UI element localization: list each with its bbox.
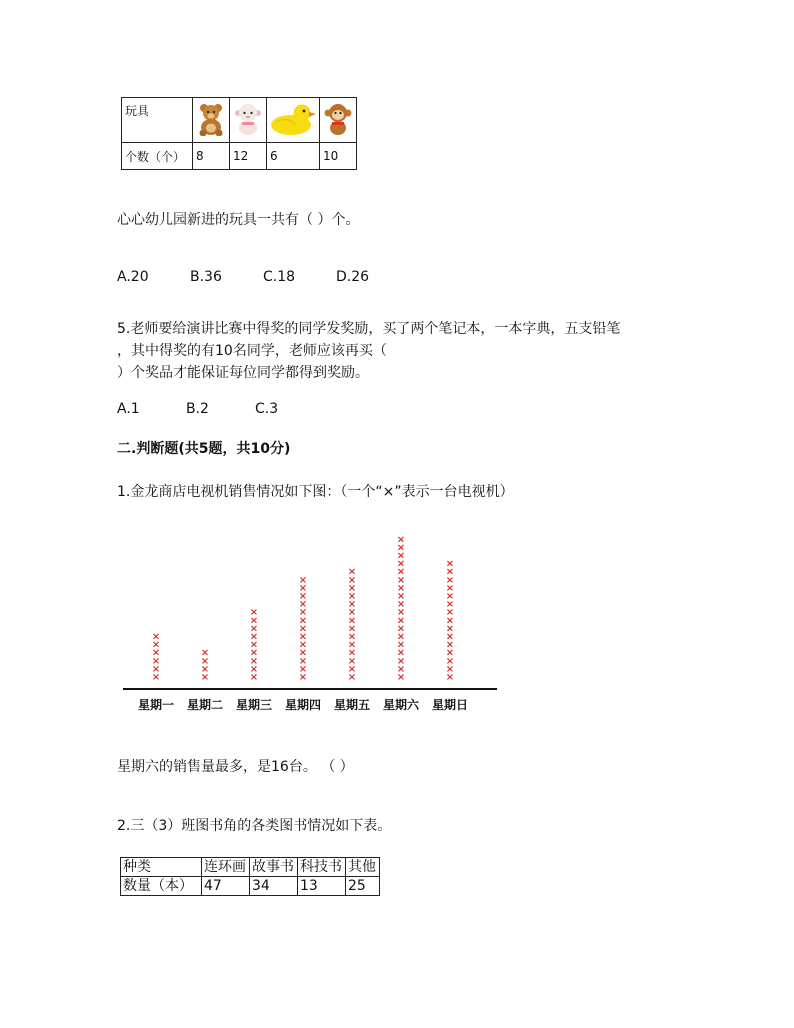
pictograph-mark: × <box>200 655 210 667</box>
j1-question: 1.金龙商店电视机销售情况如下图：（一个“×”表示一台电视机） <box>117 484 514 500</box>
section-title: 二.判断题(共5题，共10分) <box>117 441 291 457</box>
category-label: 星期四 <box>284 698 322 712</box>
pictograph-mark: × <box>445 566 455 578</box>
toy-row-label: 玩具 <box>122 98 193 143</box>
q5-line2: ，其中得奖的有10名同学，老师应该再买（ <box>117 343 387 359</box>
pictograph-mark: × <box>151 631 161 643</box>
option-c[interactable]: C.18 <box>263 269 296 285</box>
pictograph-mark: × <box>445 558 455 570</box>
category-label: 星期二 <box>186 698 224 712</box>
pictograph-mark: × <box>249 672 259 683</box>
table-row <box>121 858 380 877</box>
pictograph-mark: × <box>298 623 308 635</box>
book-table <box>120 857 380 896</box>
pictograph-mark: × <box>249 647 259 659</box>
pictograph-mark: × <box>347 566 357 578</box>
q5-line3: ）个奖品才能保证每位同学都得到奖励。 <box>117 365 369 381</box>
pictograph-mark: × <box>445 663 455 675</box>
pictograph-mark: × <box>347 599 357 611</box>
pictograph-mark: × <box>396 550 406 562</box>
pictograph-mark: × <box>347 663 357 675</box>
pictograph-mark: × <box>396 631 406 643</box>
pictograph-mark: × <box>396 672 406 683</box>
pictograph-mark: × <box>298 663 308 675</box>
pictograph-mark: × <box>249 663 259 675</box>
pictograph-mark: × <box>347 574 357 586</box>
pictograph-mark: × <box>396 599 406 611</box>
pictograph-mark: × <box>445 599 455 611</box>
pictograph-mark: × <box>347 607 357 619</box>
pictograph-mark: × <box>347 615 357 627</box>
pictograph-mark: × <box>298 582 308 594</box>
count-cell: 10 <box>320 143 357 170</box>
pictograph-mark: × <box>200 663 210 675</box>
pictograph-mark: × <box>298 607 308 619</box>
option-a[interactable]: A.20 <box>117 269 149 285</box>
q4-question: 心心幼儿园新进的玩具一共有（ ）个。 <box>117 212 360 228</box>
header-cell: 种类 <box>121 858 202 877</box>
pictograph-mark: × <box>445 615 455 627</box>
option-c[interactable]: C.3 <box>255 401 279 417</box>
pictograph-mark: × <box>396 534 406 546</box>
pictograph-mark: × <box>445 591 455 602</box>
pictograph-mark: × <box>445 607 455 619</box>
count-cell: 6 <box>267 143 320 170</box>
pictograph-mark: × <box>298 639 308 651</box>
option-b[interactable]: B.2 <box>186 401 209 417</box>
pictograph-mark: × <box>200 672 210 683</box>
option-a[interactable]: A.1 <box>117 401 140 417</box>
pictograph-mark: × <box>396 582 406 594</box>
pictograph-mark: × <box>445 582 455 594</box>
category-label: 星期日 <box>431 698 469 712</box>
pictograph-mark: × <box>396 655 406 667</box>
pictograph-mark: × <box>396 647 406 659</box>
pictograph-mark: × <box>445 672 455 683</box>
category-label: 星期六 <box>382 698 420 712</box>
value-cell: 数量（本） <box>121 877 202 896</box>
pictograph-mark: × <box>396 574 406 586</box>
pictograph-mark: × <box>298 591 308 602</box>
pictograph-mark: × <box>445 631 455 643</box>
table-row <box>121 877 380 896</box>
pictograph-mark: × <box>298 647 308 659</box>
option-b[interactable]: B.36 <box>190 269 222 285</box>
pictograph-mark: × <box>445 574 455 586</box>
pictograph-mark: × <box>396 558 406 570</box>
pictograph-mark: × <box>151 672 161 683</box>
pictograph-mark: × <box>298 574 308 586</box>
option-d[interactable]: D.26 <box>336 269 370 285</box>
pictograph-mark: × <box>249 639 259 651</box>
j1-statement: 星期六的销售量最多，是16台。 （ ） <box>117 759 354 775</box>
pictograph-mark: × <box>347 582 357 594</box>
category-label: 星期三 <box>235 698 273 712</box>
j2-question: 2.三（3）班图书角的各类图书情况如下表。 <box>117 818 392 834</box>
pictograph-mark: × <box>445 655 455 667</box>
pictograph-mark: × <box>396 615 406 627</box>
pictograph-mark: × <box>445 639 455 651</box>
header-cell: 故事书 <box>250 858 298 877</box>
pictograph-mark: × <box>249 655 259 667</box>
value-cell: 13 <box>298 877 346 896</box>
value-cell: 25 <box>346 877 380 896</box>
pictograph-mark: × <box>396 566 406 578</box>
pictograph-mark: × <box>200 647 210 659</box>
pictograph-mark: × <box>445 623 455 635</box>
pictograph-mark: × <box>298 631 308 643</box>
q5-line1: 5.老师要给演讲比赛中得奖的同学发奖励，买了两个笔记本，一本字典，五支铅笔 <box>117 321 621 337</box>
pictograph-mark: × <box>151 655 161 667</box>
header-cell: 科技书 <box>298 858 346 877</box>
pictograph-mark: × <box>396 591 406 602</box>
pictograph-mark: × <box>347 655 357 667</box>
pictograph-mark: × <box>347 631 357 643</box>
pictograph-mark: × <box>298 615 308 627</box>
pictograph-mark: × <box>151 639 161 651</box>
header-cell: 其他 <box>346 858 380 877</box>
pictograph-mark: × <box>249 607 259 619</box>
count-cell: 8 <box>193 143 230 170</box>
pictograph-mark: × <box>347 639 357 651</box>
pictograph-mark: × <box>151 647 161 659</box>
value-cell: 34 <box>250 877 298 896</box>
pictograph-mark: × <box>396 607 406 619</box>
pictograph-mark: × <box>347 672 357 683</box>
pictograph-mark: × <box>347 647 357 659</box>
pictograph-mark: × <box>151 663 161 675</box>
pictograph-mark: × <box>396 663 406 675</box>
pictograph-mark: × <box>298 599 308 611</box>
pictograph-mark: × <box>298 655 308 667</box>
pictograph-mark: × <box>396 639 406 651</box>
category-label: 星期五 <box>333 698 371 712</box>
value-cell: 47 <box>202 877 250 896</box>
pictograph-mark: × <box>347 591 357 602</box>
pictograph-mark: × <box>249 631 259 643</box>
count-row-label: 个数（个） <box>122 143 193 170</box>
pictograph-mark: × <box>445 647 455 659</box>
pictograph-mark: × <box>396 623 406 635</box>
pictograph-mark: × <box>347 623 357 635</box>
category-label: 星期一 <box>137 698 175 712</box>
count-cell: 12 <box>230 143 267 170</box>
header-cell: 连环画 <box>202 858 250 877</box>
pictograph-mark: × <box>396 542 406 554</box>
pictograph-mark: × <box>298 672 308 683</box>
pictograph-mark: × <box>249 615 259 627</box>
pictograph-mark: × <box>249 623 259 635</box>
